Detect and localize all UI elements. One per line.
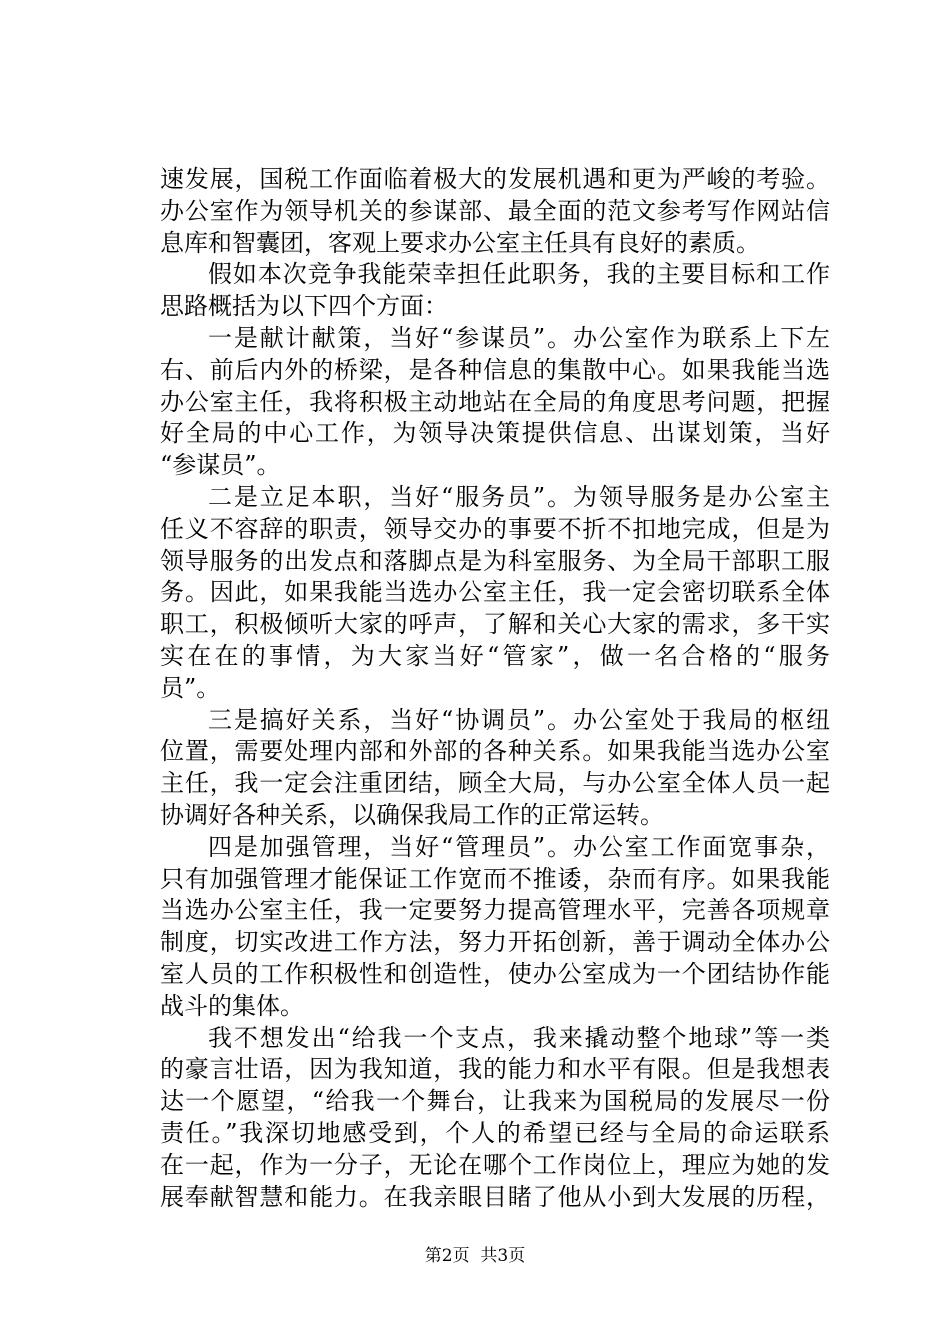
page-footer [0, 1245, 950, 1267]
text-line: 三是搞好关系，当好“协调员”。办公室处于我局的枢纽 [208, 705, 830, 734]
text-line: “参谋员”。 [160, 451, 281, 480]
text-line: 办公室作为领导机关的参谋部、最全面的范文参考写作网站信 [160, 196, 830, 225]
text-line: 假如本次竞争我能荣幸担任此职务，我的主要目标和工作 [208, 260, 830, 289]
text-line: 制度，切实改进工作方法，努力开拓创新，善于调动全体办公 [160, 928, 830, 957]
text-line: 好全局的中心工作，为领导决策提供信息、出谋划策，当好 [160, 419, 830, 448]
text-line: 息库和智囊团，客观上要求办公室主任具有良好的素质。 [160, 228, 760, 257]
text-line: 室人员的工作积极性和创造性，使办公室成为一个团结协作能 [160, 959, 830, 988]
text-line: 主任，我一定会注重团结，顾全大局，与办公室全体人员一起 [160, 769, 830, 798]
text-line: 的豪言壮语，因为我知道，我的能力和水平有限。但是我想表 [160, 1055, 830, 1084]
text-line: 右、前后内外的桥梁，是各种信息的集散中心。如果我能当选 [160, 355, 830, 384]
text-line: 任义不容辞的职责，领导交办的事要不折不扣地完成，但是为 [160, 514, 830, 543]
text-line: 思路概括为以下四个方面： [160, 292, 448, 321]
text-line: 速发展，国税工作面临着极大的发展机遇和更为严峻的考验。 [160, 165, 830, 193]
text-line: 战斗的集体。 [160, 991, 304, 1020]
text-line: 实在在的事情，为大家当好“管家”，做一名合格的“服务 [160, 641, 830, 670]
text-line: 达一个愿望，“给我一个舞台，让我来为国税局的发展尽一份 [160, 1087, 830, 1116]
text-line: 只有加强管理才能保证工作宽而不推诿，杂而有序。如果我能 [160, 864, 830, 893]
text-line: 位置，需要处理内部和外部的各种关系。如果我能当选办公室 [160, 737, 830, 766]
text-line: 协调好各种关系，以确保我局工作的正常运转。 [160, 800, 664, 829]
page-number: 第2页 共3页 [424, 1246, 526, 1266]
text-line: 四是加强管理，当好“管理员”。办公室工作面宽事杂， [208, 832, 830, 861]
text-line: 办公室主任，我将积极主动地站在全局的角度思考问题，把握 [160, 387, 830, 416]
text-line: 展奉献智慧和能力。在我亲眼目睹了他从小到大发展的历程， [160, 1182, 830, 1211]
document-body [160, 164, 830, 1213]
text-line: 一是献计献策，当好“参谋员”。办公室作为联系上下左 [208, 323, 830, 352]
text-line: 二是立足本职，当好“服务员”。为领导服务是办公室主 [208, 482, 830, 511]
text-line: 职工，积极倾听大家的呼声，了解和关心大家的需求，多干实 [160, 610, 830, 639]
text-line: 领导服务的出发点和落脚点是为科室服务、为全局干部职工服 [160, 546, 830, 575]
text-line: 在一起，作为一分子，无论在哪个工作岗位上，理应为她的发 [160, 1150, 830, 1179]
text-line: 务。因此，如果我能当选办公室主任，我一定会密切联系全体 [160, 578, 830, 607]
text-line: 当选办公室主任，我一定要努力提高管理水平，完善各项规章 [160, 896, 830, 925]
text-line: 我不想发出“给我一个支点，我来撬动整个地球”等一类 [208, 1023, 830, 1052]
text-line: 员”。 [160, 673, 221, 702]
text-line: 责任。”我深切地感受到，个人的希望已经与全局的命运联系 [160, 1118, 830, 1147]
